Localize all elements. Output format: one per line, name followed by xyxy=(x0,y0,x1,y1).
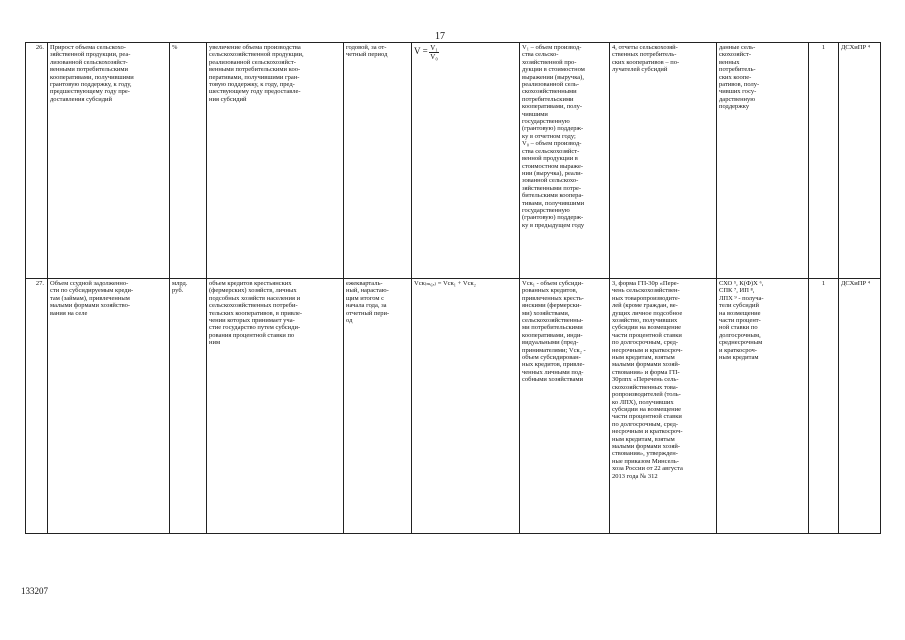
period: годовой, за от- четный период xyxy=(344,43,412,279)
period: ежекварталь- ный, нарастаю- щим итогом с начала года, за отчетный пери- од xyxy=(344,279,412,534)
formula-numerator: V₁ xyxy=(430,44,438,52)
indicator-name: Объем ссудной задолженно- сти по субсидируемым креди- там (займам), привлеченным малыми формами хозяйство- вания на селе xyxy=(48,279,170,534)
formula-denominator: V₀ xyxy=(430,53,438,61)
table-row xyxy=(26,43,881,279)
page-number: 17 xyxy=(435,31,445,42)
row-number: 26. xyxy=(26,43,48,279)
document-code: 133207 xyxy=(21,586,48,596)
variables: V₁ – объем производ- ства сельско- хозяйственной про- дукции в стоимостном выражении (выручка), реализованной сель- скохозяйственными потребительскими кооперативами, полу- чившими государственную (грантовую) поддерж- ку в отчетном году; V₀ – объем производ- ства сельскохозяйст- венной продукции в стоимостном выраже- нии (выручка), реали- зованной сельскохо- зяйственными потре- бительскими коопера- тивами, получившими государственную (грантовую) поддерж- ку в предыдущем году xyxy=(520,43,610,279)
formula-fraction xyxy=(429,44,439,61)
indicator-name: Прирост объема сельскохо- зяйственной продукции, реа- лизованной сельскохозяйст- венными потребительскими кооперативами, получившими грантовую поддержку, к году, предшествующему году пре- доставления субсидий xyxy=(48,43,170,279)
subjects: данные сель- скохозяйст- венных потребитель- ских коопе- ративов, полу- чивших госу- дарственную поддержку xyxy=(717,43,809,279)
periodicity: 1 xyxy=(809,279,839,534)
data-source: 3, форма ГП-30р «Пере- чень сельскохозяйствен- ных товаропроизводите- лей (кроме граждан, ве- дущих личное подсобное хозяйство, получивших субсидии на возмещение части процентной ставки по долгосрочным, сред- несрочным и краткосроч- ным кредитам, взятым малыми формами хозяй- ствования» и форма ГП- 30рлпх «Перечень сель- скохозяйственных това- ропроизводителей (толь- ко ЛПХ), получивших субсидии на возмещение части процентной ставки по долгосрочным, сред- несрочным и краткосроч- ным кредитам, взятым малыми формами хозяй- ствования», утвержден- ные приказом Минсель- хоза России от 22 августа 2013 года № 312 xyxy=(610,279,717,534)
data-source: 4, отчеты сельскохозяй- ственных потребитель- ских кооперативов – по- лучателей субсидий xyxy=(610,43,717,279)
unit: % xyxy=(170,43,207,279)
formula: Vск₍ₘ₆ₓ₎ = Vск₁ + Vск₂ xyxy=(412,279,520,534)
subjects: СХО ⁵, К(Ф)Х ⁶, СПК ⁷, ИП ⁸, ЛПХ ⁹ - получа- тели субсидий на возмещение части процент- ной ставки по долгосрочным, среднесрочным и краткосроч- ным кредитам xyxy=(717,279,809,534)
formula xyxy=(412,43,520,279)
periodicity: 1 xyxy=(809,43,839,279)
variables: Vск₁ - объем субсиди- рованных кредитов, привлеченных кресть- янскими (фермерски- ми) хозяйствами, сельскохозяйственны- ми потребительскими кооперативами, инди- видуальными (пред- принимателями; Vск₂ - объем субсидирован- ных кредитов, привле- ченных личными под- собными хозяйствами xyxy=(520,279,610,534)
definition: увеличение объема производства сельскохозяйственной продукции, реализованной сельскохозяйст- венными потребительскими коо- перативами, получившими гран- товую поддержку, к году, пред- шествующему году предоставле- ния субсидий xyxy=(207,43,344,279)
definition: объем кредитов крестьянских (фермерских) хозяйств, личных подсобных хозяйств населения и сельскохозяйственных потреби- тельских кооперативов, в привле- чении которых принимает уча- стие государство путем субсиди- рования процентной ставки по ним xyxy=(207,279,344,534)
formula-lhs: V = xyxy=(414,45,428,56)
unit: млрд. руб. xyxy=(170,279,207,534)
indicators-table xyxy=(25,42,881,534)
row-number: 27. xyxy=(26,279,48,534)
responsible: ДСХиПР ⁴ xyxy=(839,43,881,279)
table-row xyxy=(26,279,881,534)
responsible: ДСХиПР ⁴ xyxy=(839,279,881,534)
